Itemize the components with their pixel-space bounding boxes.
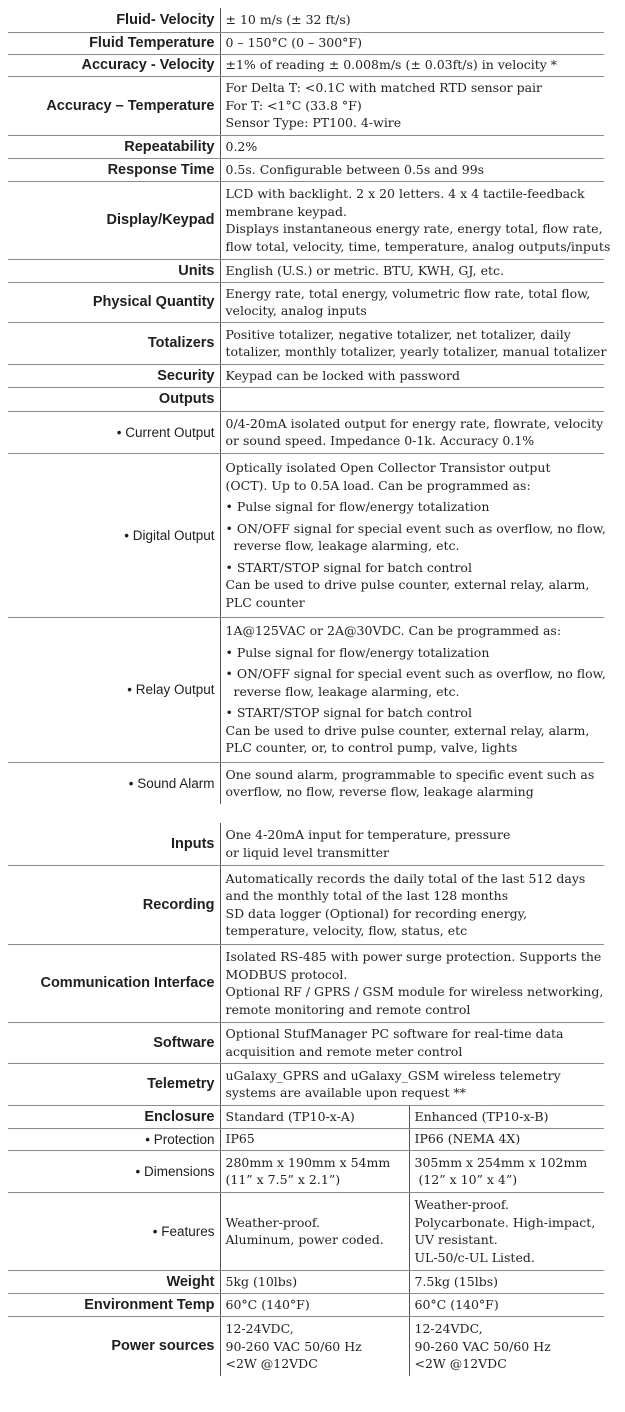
label-totalizers: Totalizers (8, 322, 220, 364)
value-inputs: One 4-20mA input for temperature, pressure or liquid level transmitter (220, 823, 604, 865)
value-recording: Automatically records the daily total of the last 512 days and the monthly total of the last 128 months SD data logger (Optional) for recording energy, temperature, velocity, flow, status, etc (220, 865, 604, 944)
label-outputs: Outputs (8, 387, 220, 411)
row-digital-output (8, 453, 604, 617)
value-totalizers: Positive totalizer, negative totalizer, net totalizer, daily totalizer, monthly totalizer, yearly totalizer, manual totalizer (220, 322, 604, 364)
value-response-time: 0.5s. Configurable between 0.5s and 99s (220, 158, 604, 181)
row-environment-temp (8, 1293, 604, 1316)
label-power-sources: Power sources (8, 1316, 220, 1376)
label-dimensions: • Dimensions (8, 1150, 220, 1192)
label-sound-alarm: • Sound Alarm (8, 762, 220, 804)
value-communication-interface: Isolated RS-485 with power surge protection. Supports the MODBUS protocol. Optional RF / GPRS / GSM module for wireless networking, remote monitoring and remote control (220, 944, 604, 1022)
row-physical-quantity (8, 282, 604, 322)
row-repeatability (8, 135, 604, 158)
label-current-output: • Current Output (8, 411, 220, 453)
value-units: English (U.S.) or metric. BTU, KWH, GJ, etc. (220, 259, 604, 282)
label-fluid-velocity: Fluid- Velocity (8, 8, 220, 32)
value-environment-temp-enhanced: 60°C (140°F) (409, 1293, 604, 1316)
row-current-output (8, 411, 604, 453)
label-security: Security (8, 364, 220, 387)
row-features (8, 1192, 604, 1270)
label-units: Units (8, 259, 220, 282)
value-fluid-temperature: 0 – 150°C (0 – 300°F) (220, 32, 604, 54)
value-enclosure-standard: Standard (TP10-x-A) (220, 1105, 409, 1128)
value-environment-temp-standard: 60°C (140°F) (220, 1293, 409, 1316)
row-accuracy-velocity (8, 54, 604, 76)
row-weight (8, 1270, 604, 1293)
label-features: • Features (8, 1192, 220, 1270)
value-physical-quantity: Energy rate, total energy, volumetric flow rate, total flow, velocity, analog inputs (220, 282, 604, 322)
spec-sheet (8, 8, 611, 1376)
value-accuracy-temperature: For Delta T: <0.1C with matched RTD sensor pair For T: <1°C (33.8 °F) Sensor Type: PT100. 4-wire (220, 76, 604, 135)
row-inputs (8, 823, 604, 865)
row-communication-interface (8, 944, 604, 1022)
value-sound-alarm: One sound alarm, programmable to specific event such as overflow, no flow, reverse flow, leakage alarming (225, 766, 595, 800)
value-digital-output: Optically isolated Open Collector Transistor output (OCT). Up to 0.5A load. Can be programmed as: • Pulse signal for flow/energy totalization • ON/OFF signal for special event such as overflow, no flow, reverse flow, leakage alarming, etc. • START/STOP signal for batch control Can be used to drive pulse counter, external relay, alarm, PLC counter (220, 453, 604, 617)
row-protection (8, 1128, 604, 1150)
row-accuracy-temperature (8, 76, 604, 135)
label-protection: • Protection (8, 1128, 220, 1150)
value-relay-output: 1A@125VAC or 2A@30VDC. Can be programmed as: • Pulse signal for flow/energy totalization • ON/OFF signal for special event such as overflow, no flow, reverse flow, leakage alarming, etc. • START/STOP signal for batch control Can be used to drive pulse counter, external relay, alarm, PLC counter, or, to control pump, valve, lights (220, 617, 604, 762)
value-telemetry: uGalaxy_GPRS and uGalaxy_GSM wireless telemetry systems are available upon request ** (220, 1063, 604, 1105)
row-display-keypad (8, 181, 604, 259)
value-power-sources-enhanced: 12-24VDC, 90-260 VAC 50/60 Hz <2W @12VDC (409, 1316, 604, 1376)
label-environment-temp: Environment Temp (8, 1293, 220, 1316)
value-display-keypad: LCD with backlight. 2 x 20 letters. 4 x 4 tactile-feedback membrane keypad. Displays instantaneous energy rate, energy total, flow rate, flow total, velocity, time, temperature, analog outputs/inputs (220, 181, 604, 259)
value-enclosure-enhanced: Enhanced (TP10-x-B) (409, 1105, 604, 1128)
label-communication-interface: Communication Interface (8, 944, 220, 1022)
label-physical-quantity: Physical Quantity (8, 282, 220, 322)
row-relay-output (8, 617, 604, 762)
row-fluid-velocity (8, 8, 604, 32)
value-outputs-empty (220, 387, 604, 411)
label-inputs: Inputs (8, 823, 220, 865)
label-accuracy-velocity: Accuracy - Velocity (8, 54, 220, 76)
section-gap (8, 804, 604, 823)
value-features-enhanced: Weather-proof. Polycarbonate. High-impact, UV resistant. UL-50/c-UL Listed. (409, 1192, 604, 1270)
value-protection-standard: IP65 (220, 1128, 409, 1150)
label-recording: Recording (8, 865, 220, 944)
row-security (8, 364, 604, 387)
value-repeatability: 0.2% (220, 135, 604, 158)
value-dimensions-standard: 280mm x 190mm x 54mm (11” x 7.5” x 2.1”) (220, 1150, 409, 1192)
value-software: Optional StufManager PC software for real-time data acquisition and remote meter control (220, 1022, 604, 1063)
row-sound-alarm (8, 762, 604, 804)
row-power-sources (8, 1316, 604, 1376)
value-weight-standard: 5kg (10lbs) (220, 1270, 409, 1293)
row-units (8, 259, 604, 282)
label-accuracy-temperature: Accuracy – Temperature (8, 76, 220, 135)
label-enclosure: Enclosure (8, 1105, 220, 1128)
label-repeatability: Repeatability (8, 135, 220, 158)
row-fluid-temperature (8, 32, 604, 54)
row-response-time (8, 158, 604, 181)
value-security: Keypad can be locked with password (220, 364, 604, 387)
row-recording (8, 865, 604, 944)
label-response-time: Response Time (8, 158, 220, 181)
label-relay-output: • Relay Output (8, 617, 220, 762)
row-dimensions (8, 1150, 604, 1192)
specifications-table (8, 8, 611, 1376)
row-software (8, 1022, 604, 1063)
value-protection-enhanced: IP66 (NEMA 4X) (409, 1128, 604, 1150)
value-features-standard: Weather-proof. Aluminum, power coded. (220, 1192, 409, 1270)
row-enclosure (8, 1105, 604, 1128)
row-outputs (8, 387, 604, 411)
label-telemetry: Telemetry (8, 1063, 220, 1105)
value-dimensions-enhanced: 305mm x 254mm x 102mm (12” x 10” x 4”) (409, 1150, 604, 1192)
value-accuracy-velocity: ±1% of reading ± 0.008m/s (± 0.03ft/s) in velocity * (220, 54, 604, 76)
label-software: Software (8, 1022, 220, 1063)
label-digital-output: • Digital Output (8, 453, 220, 617)
label-display-keypad: Display/Keypad (8, 181, 220, 259)
row-totalizers (8, 322, 604, 364)
value-fluid-velocity: ± 10 m/s (± 32 ft/s) (220, 8, 604, 32)
row-telemetry (8, 1063, 604, 1105)
value-weight-enhanced: 7.5kg (15lbs) (409, 1270, 604, 1293)
value-current-output: 0/4-20mA isolated output for energy rate, flowrate, velocity or sound speed. Impedance 0-1k. Accuracy 0.1% (220, 411, 604, 453)
value-power-sources-standard: 12-24VDC, 90-260 VAC 50/60 Hz <2W @12VDC (225, 1321, 362, 1371)
label-weight: Weight (8, 1270, 220, 1293)
label-fluid-temperature: Fluid Temperature (8, 32, 220, 54)
